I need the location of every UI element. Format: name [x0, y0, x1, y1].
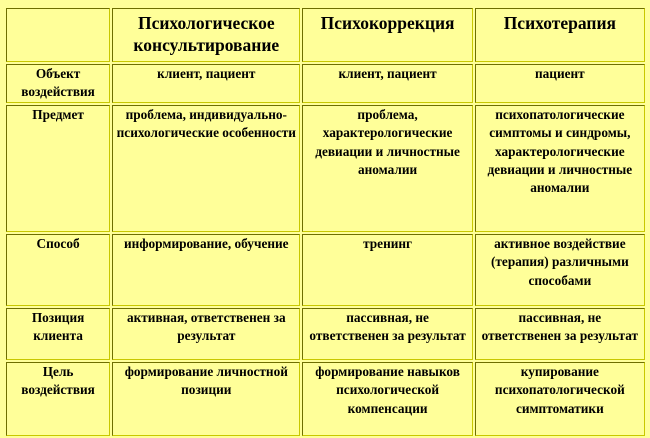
table-row: [6, 308, 645, 360]
header-psychocorrection: Психокоррекция: [302, 8, 472, 62]
table-cell: клиент, пациент: [112, 64, 300, 103]
table-cell: активное воздействие (терапия) различными способами: [475, 234, 645, 306]
row-label-goal: Цель воздействия: [6, 362, 110, 436]
table-cell: тренинг: [302, 234, 472, 306]
table-cell: проблема, характерологические девиации и личностные аномалии: [302, 105, 472, 232]
table-cell: формирование личностной позиции: [112, 362, 300, 436]
table-cell: активная, ответственен за результат: [112, 308, 300, 360]
header-psychotherapy: Психотерапия: [475, 8, 645, 62]
table-row: [6, 64, 645, 103]
table-cell: пациент: [475, 64, 645, 103]
table-cell: проблема, индивидуально-психологические особенности: [112, 105, 300, 232]
table-cell: пассивная, не ответственен за результат: [475, 308, 645, 360]
table-cell: пассивная, не ответственен за результат: [302, 308, 472, 360]
row-label-object: Объект воздействия: [6, 64, 110, 103]
table-row: [6, 105, 645, 232]
table-cell: клиент, пациент: [302, 64, 472, 103]
table-cell: психопатологические симптомы и синдромы, характерологические девиации и личностные аномалии: [475, 105, 645, 232]
table-cell: купирование психопатологической симптоматики: [475, 362, 645, 436]
table-row: [6, 234, 645, 306]
table-row: [6, 362, 645, 436]
header-corner-cell: [6, 8, 110, 62]
table-cell: формирование навыков психологической компенсации: [302, 362, 472, 436]
row-label-subject: Предмет: [6, 105, 110, 232]
comparison-table: [4, 6, 647, 438]
row-label-client-position: Позиция клиента: [6, 308, 110, 360]
table-cell: информирование, обучение: [112, 234, 300, 306]
table-header-row: [6, 8, 645, 62]
header-counseling: Психологическое консультирование: [112, 8, 300, 62]
row-label-method: Способ: [6, 234, 110, 306]
